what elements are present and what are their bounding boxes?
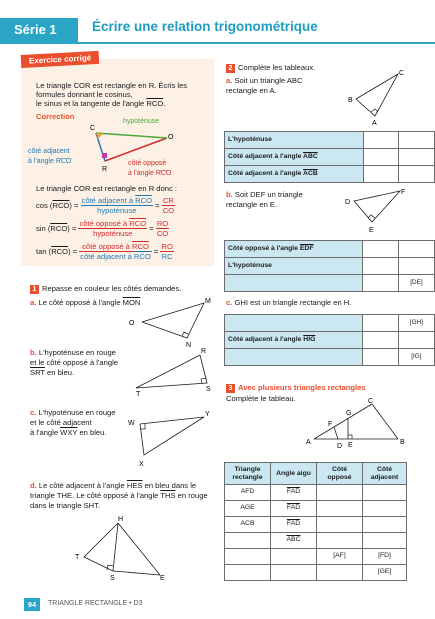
example-statement-2: formules donnant le cosinus, [36, 90, 133, 99]
svg-text:O: O [168, 134, 174, 141]
answer-cell[interactable] [363, 166, 399, 183]
svg-text:A: A [372, 120, 377, 126]
triangle-srt-figure [128, 344, 218, 396]
triangle-mon-figure [120, 294, 220, 348]
svg-text:côté adjacent: côté adjacent [28, 148, 70, 155]
answer-cell[interactable] [398, 241, 434, 258]
answer-cell[interactable] [363, 241, 398, 258]
answer-cell[interactable] [363, 315, 399, 332]
answer-cell[interactable] [363, 258, 398, 275]
triangle-wxy-figure [126, 404, 216, 470]
sin-formula: $\sin (\overline{RCO})$ = $\frac{côté opposé à \overline{RCO}}{\text{hypoténuse}}$ = $\frac{RO}{CO}$ [36, 219, 169, 239]
cos-formula: $\cos (\overline{RCO})$ = $\frac{côté adjacent à \overline{RCO}}{\text{hypoténuse}}$ = $\frac{CR}{CO}$ [36, 196, 175, 216]
svg-text:E: E [160, 575, 165, 582]
series-label: Série 1 [14, 22, 57, 37]
ex2c-table [224, 314, 435, 366]
ex3-heading: 3 Avec plusieurs triangles rectangles [226, 383, 366, 393]
svg-text:S: S [206, 386, 211, 393]
nested-triangles-figure [304, 396, 409, 452]
svg-text:H: H [118, 516, 124, 523]
page-title: Écrire une relation trigonométrique [92, 19, 318, 34]
answer-cell[interactable] [399, 132, 435, 149]
table-row [225, 349, 435, 366]
svg-text:T: T [136, 391, 141, 396]
ex2b-table [224, 240, 435, 292]
answer-cell[interactable] [363, 275, 398, 292]
ex1b-line3: $\overline{SRT}$ en bleu. [30, 368, 75, 377]
answer-cell[interactable]: [DE] [398, 275, 434, 292]
svg-text:C: C [90, 125, 96, 132]
footer-chapter: TRIANGLE RECTANGLE • D3 [48, 600, 143, 607]
table-row: ACB $\overline{FAD}$ [225, 517, 407, 533]
example-statement-1: Le triangle COR est rectangle en R. Écris les [36, 81, 188, 90]
ex2a-line2: rectangle en A. [226, 86, 277, 95]
ex1b-line1: b. L'hypoténuse en rouge [30, 348, 116, 357]
svg-text:O: O [129, 320, 135, 327]
answer-cell[interactable] [398, 332, 434, 349]
svg-text:B: B [348, 97, 353, 104]
svg-text:F: F [401, 189, 406, 196]
triangle-cor-figure [24, 114, 214, 180]
page-number: 94 [24, 598, 40, 611]
svg-text:C: C [368, 398, 374, 405]
ex2b-line1: b. Soit DEF un triangle [226, 190, 303, 199]
answer-cell[interactable] [363, 332, 399, 349]
answer-cell[interactable] [399, 166, 435, 183]
series-tab [0, 18, 78, 44]
svg-text:R: R [201, 348, 207, 355]
table-header-row: Triangle rectangle Angle aigu Côté opposé Côté adjacent [225, 463, 407, 485]
ex1-heading: 1 Repasse en couleur les côtés demandés. [30, 284, 181, 294]
svg-text:à l'angle RCO: à l'angle RCO [28, 158, 72, 165]
ex1d-line2: triangle THE. Le côté opposé à l'angle $\overline{THS}$ en rouge [30, 491, 208, 500]
answer-cell[interactable] [398, 258, 434, 275]
ex3-subtitle: Complète le tableau. [226, 394, 296, 403]
svg-text:à l'angle RCO: à l'angle RCO [128, 170, 172, 177]
tan-formula: $\tan (\overline{RCO})$ = $\frac{côté opposé à \overline{RCO}}{côté adjacent à \overline{RCO}}$ = $\frac{RO}{RC}$ [36, 242, 173, 262]
svg-text:W: W [128, 420, 135, 427]
triangles-hes-figure [72, 512, 172, 582]
table-row: Côté adjacent à l'angle $\overline{ACB}$ [225, 166, 435, 183]
ex1c-line3: à l'angle $\overline{WXY}$ en bleu. [30, 428, 107, 437]
svg-text:A: A [306, 439, 311, 446]
svg-text:côté opposé: côté opposé [128, 160, 167, 167]
ex2a-table [224, 131, 435, 183]
table-row: Côté adjacent à l'angle $\overline{ABC}$ [225, 149, 435, 166]
example-statement-3: le sinus et la tangente de l'angle $\overline{RCO}$. [36, 99, 166, 108]
ex1c-line1: c. L'hypoténuse en rouge [30, 408, 116, 417]
answer-cell[interactable]: [GH] [398, 315, 434, 332]
ex3-table [224, 462, 407, 581]
svg-text:S: S [110, 575, 115, 582]
ex1c-line2: et le côté adjacent [30, 418, 92, 427]
svg-text:B: B [400, 439, 405, 446]
svg-text:F: F [328, 421, 333, 428]
svg-text:E: E [369, 227, 374, 234]
ex1b-line2: et le côté opposé à l'angle [30, 358, 118, 367]
svg-text:D: D [337, 443, 343, 450]
answer-cell[interactable] [363, 349, 399, 366]
svg-text:R: R [102, 166, 108, 173]
svg-text:hypoténuse: hypoténuse [123, 118, 160, 125]
triangle-def-figure [340, 186, 412, 238]
table-row: Côté opposé à l'angle $\overline{EDF}$ [225, 241, 435, 258]
table-row [225, 275, 435, 292]
ex1a-text: a. Le côté opposé à l'angle $\overline{MON}$ [30, 298, 141, 307]
ex2a-line1: a. Soit un triangle ABC [226, 76, 303, 85]
header-divider [78, 42, 435, 44]
svg-text:E: E [348, 442, 353, 449]
table-row: Côté adjacent à l'angle $\overline{HIG}$ [225, 332, 435, 349]
ex1d-line1: d. Le côté adjacent à l'angle $\overline{HES}$ en bleu dans le [30, 481, 197, 490]
ex2c-text: c. GHI est un triangle rectangle en H. [226, 298, 352, 307]
svg-text:C: C [399, 70, 405, 77]
table-row: L'hypoténuse [225, 258, 435, 275]
triangle-abc-figure [340, 66, 410, 126]
worked-example-badge: Exercice corrigé [21, 51, 100, 68]
answer-cell[interactable] [363, 149, 399, 166]
ex1d-line3: dans le triangle SHT. [30, 501, 101, 510]
svg-text:M: M [205, 298, 211, 305]
svg-text:T: T [75, 554, 80, 561]
table-row [225, 315, 435, 332]
table-row: [AF] [FD] [225, 549, 407, 565]
table-row: AGE $\overline{FAD}$ [225, 501, 407, 517]
answer-cell[interactable] [399, 149, 435, 166]
answer-cell[interactable]: [IG] [398, 349, 434, 366]
ex2b-line2: rectangle en E. [226, 200, 278, 209]
correction-heading: Correction [36, 112, 75, 121]
table-row: $\overline{ABC}$ [225, 533, 407, 549]
answer-cell[interactable] [363, 132, 399, 149]
table-row: AFD $\overline{FAD}$ [225, 485, 407, 501]
table-row: L'hypoténuse [225, 132, 435, 149]
example-since-line: Le triangle COR est rectangle en R donc : [36, 184, 177, 193]
svg-text:G: G [346, 410, 352, 417]
svg-text:X: X [139, 461, 144, 468]
table-row: [GE] [225, 565, 407, 581]
svg-text:N: N [186, 342, 192, 348]
svg-text:Y: Y [205, 411, 210, 418]
ex2-heading: 2 Complète les tableaux. [226, 63, 315, 73]
svg-text:D: D [345, 199, 351, 206]
